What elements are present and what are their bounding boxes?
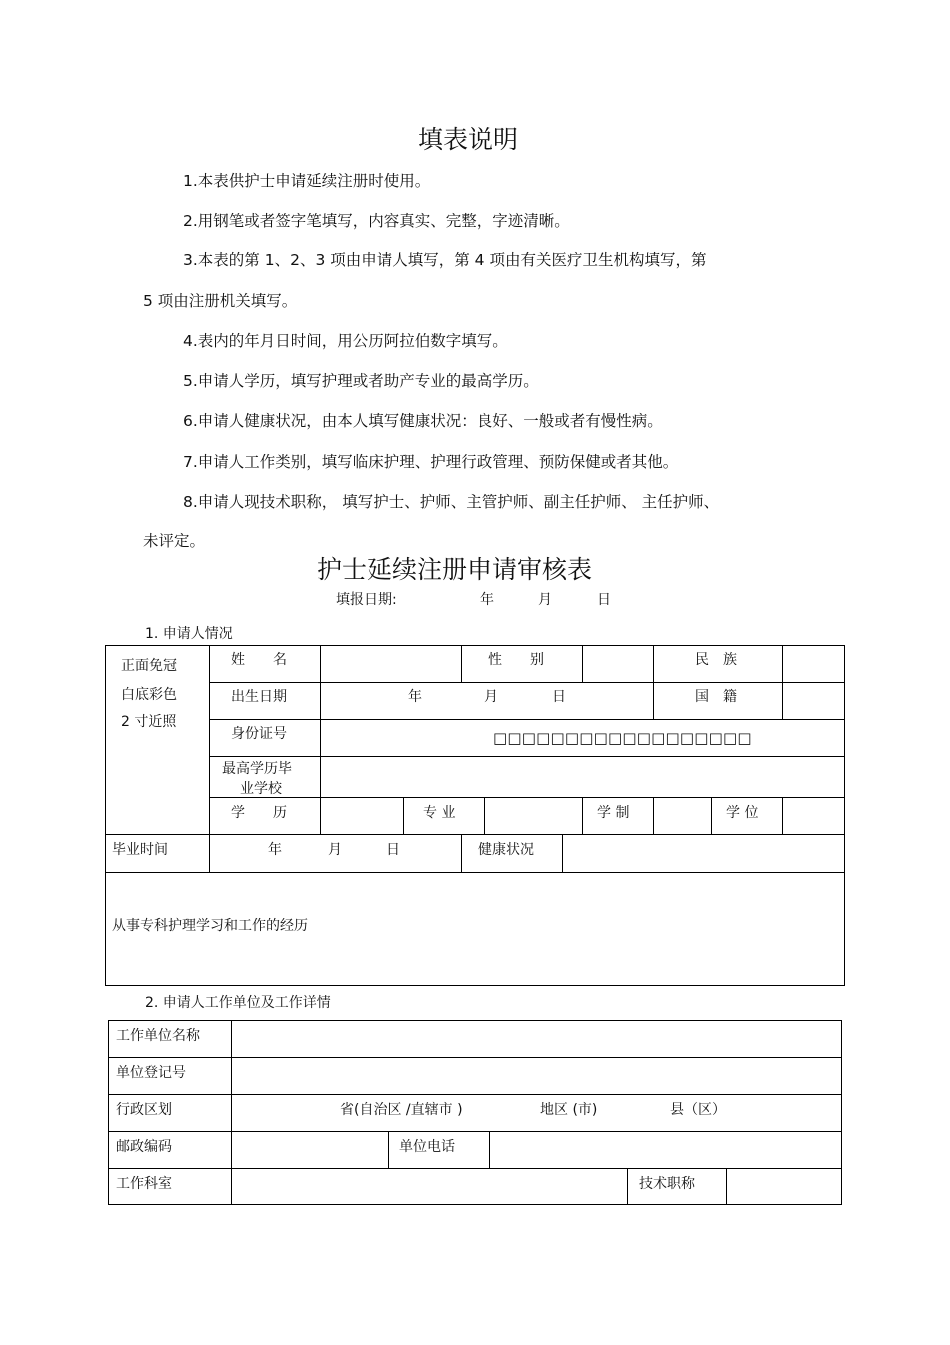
fill-date-day: 日	[597, 592, 611, 608]
photo-note: 2 寸近照	[121, 714, 177, 730]
employer-label: 工作单位名称	[116, 1028, 200, 1044]
instruction-item: 7.申请人工作类别，填写临床护理、护理行政管理、预防保健或者其他。	[183, 453, 679, 471]
instructions-title: 填表说明	[418, 125, 519, 154]
ethnicity-label: 民 族	[695, 652, 737, 668]
instruction-item: 1.本表供护士申请延续注册时使用。	[183, 172, 431, 190]
nationality-label: 国 籍	[695, 689, 737, 705]
division-label: 行政区划	[116, 1102, 172, 1118]
department-label: 工作科室	[116, 1176, 172, 1192]
birth-date-label: 出生日期	[231, 689, 287, 705]
graduation-day: 日	[386, 842, 400, 858]
degree-label: 学 位	[726, 805, 759, 821]
school-label-line2: 业学校	[240, 781, 282, 797]
birth-year: 年	[408, 689, 422, 705]
graduation-time-label: 毕业时间	[112, 842, 168, 858]
prefecture-label: 地区 (市)	[540, 1102, 598, 1118]
birth-month: 月	[484, 689, 498, 705]
instruction-item: 6.申请人健康状况，由本人填写健康状况：良好、一般或者有慢性病。	[183, 412, 663, 430]
title-rank-label: 技术职称	[639, 1176, 695, 1192]
education-label: 学 历	[231, 805, 287, 821]
health-label: 健康状况	[478, 842, 534, 858]
reg-no-label: 单位登记号	[116, 1065, 186, 1081]
province-label: 省(自治区 /直辖市 )	[340, 1102, 463, 1118]
schooling-years-label: 学 制	[597, 805, 630, 821]
major-label: 专 业	[423, 805, 456, 821]
birth-day: 日	[552, 689, 566, 705]
instruction-item: 未评定。	[143, 532, 206, 550]
instruction-item: 5.申请人学历，填写护理或者助产专业的最高学历。	[183, 372, 539, 390]
graduation-year: 年	[268, 842, 282, 858]
instruction-item: 3.本表的第 1、2、3 项由申请人填写，第 4 项由有关医疗卫生机构填写，第	[183, 251, 707, 269]
instruction-item: 2.用钢笔或者签字笔填写，内容真实、完整，字迹清晰。	[183, 212, 570, 230]
fill-date-year: 年	[480, 592, 494, 608]
photo-note: 正面免冠	[121, 658, 177, 674]
instruction-item: 8.申请人现技术职称， 填写护士、护师、主管护师、副主任护师、 主任护师、	[183, 493, 720, 511]
section1-heading: 1. 申请人情况	[145, 626, 233, 642]
school-label: 最高学历毕	[222, 761, 292, 777]
graduation-month: 月	[328, 842, 342, 858]
county-label: 县（区）	[670, 1102, 726, 1118]
instruction-item: 5 项由注册机关填写。	[143, 292, 298, 310]
id-number-boxes: □□□□□□□□□□□□□□□□□□	[493, 729, 752, 747]
id-number-label: 身份证号	[231, 726, 287, 742]
form-title: 护士延续注册申请审核表	[317, 555, 593, 584]
photo-note: 白底彩色	[121, 687, 177, 703]
name-label: 姓 名	[231, 652, 287, 668]
instruction-item: 4.表内的年月日时间，用公历阿拉伯数字填写。	[183, 332, 508, 350]
fill-date-month: 月	[538, 592, 552, 608]
experience-label: 从事专科护理学习和工作的经历	[112, 918, 308, 934]
phone-label: 单位电话	[399, 1139, 455, 1155]
postal-label: 邮政编码	[116, 1139, 172, 1155]
fill-date-label: 填报日期:	[336, 592, 397, 608]
section2-heading: 2. 申请人工作单位及工作详情	[145, 995, 331, 1011]
gender-label: 性 别	[488, 652, 544, 668]
